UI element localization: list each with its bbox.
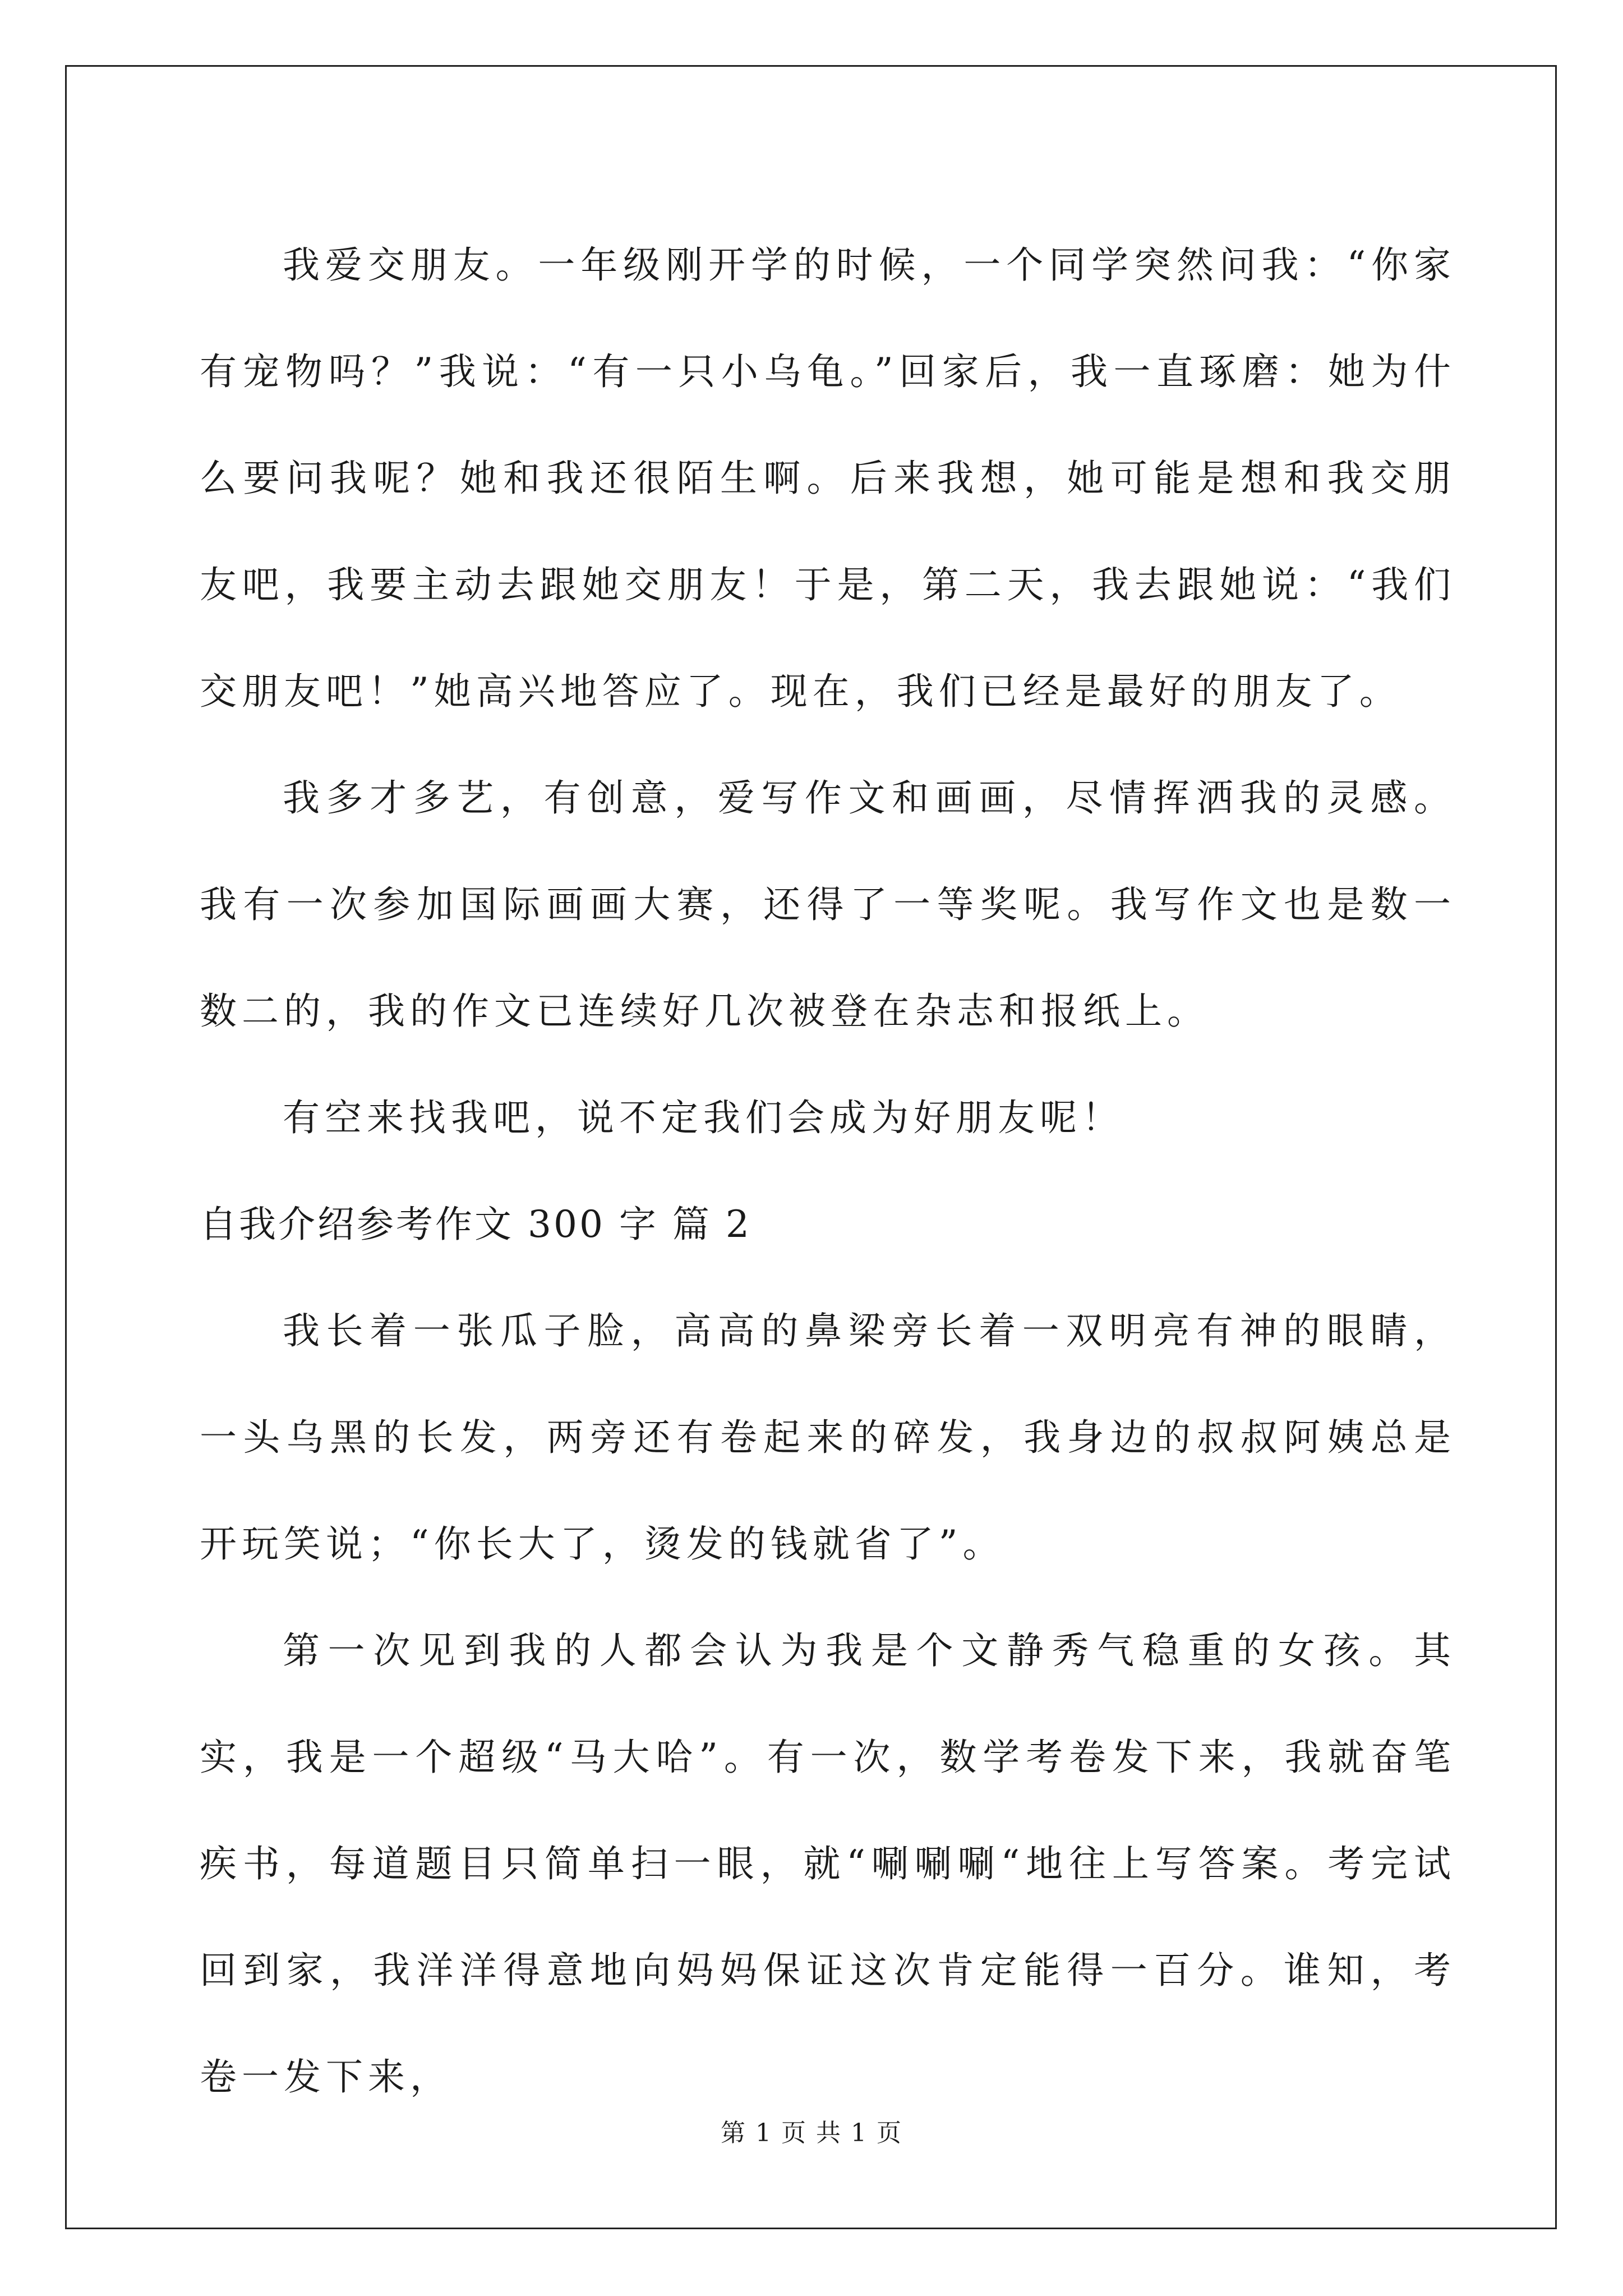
page-number-footer: 第 1 页 共 1 页	[721, 2119, 902, 2147]
paragraph-4: 我长着一张瓜子脸，高高的鼻梁旁长着一双明亮有神的眼睛，一头乌黑的长发，两旁还有卷起来的碎发，我身边的叔叔阿姨总是开玩笑说；“你长大了，烫发的钱就省了”。	[200, 1309, 1456, 1566]
paragraph-3: 有空来找我吧，说不定我们会成为好朋友呢！	[283, 1096, 1124, 1139]
paragraph-5: 第一次见到我的人都会认为我是个文静秀气稳重的女孩。其实，我是一个超级“马大哈”。有一次，数学考卷发下来，我就奋笔疾书，每道题目只简单扫一眼，就“唰唰唰“地往上写答案。考完试回到家，我洋洋得意地向妈妈保证这次肯定能得一百分。谁知，考卷一发下来，	[200, 1629, 1456, 2099]
paragraph-1: 我爱交朋友。一年级刚开学的时候，一个同学突然问我：“你家有宠物吗？”我说：“有一只小乌龟。”回家后，我一直琢磨：她为什么要问我呢？她和我还很陌生啊。后来我想，她可能是想和我交朋友吧，我要主动去跟她交朋友！于是，第二天，我去跟她说：“我们交朋友吧！”她高兴地答应了。现在，我们已经是最好的朋友了。	[200, 243, 1456, 713]
paragraph-2: 我多才多艺，有创意，爱写作文和画画，尽情挥洒我的灵感。我有一次参加国际画画大赛，还得了一等奖呢。我写作文也是数一数二的，我的作文已连续好几次被登在杂志和报纸上。	[200, 776, 1456, 1033]
document-body	[200, 212, 1456, 2131]
section-title: 自我介绍参考作文 300 字 篇 2	[200, 1203, 751, 1246]
